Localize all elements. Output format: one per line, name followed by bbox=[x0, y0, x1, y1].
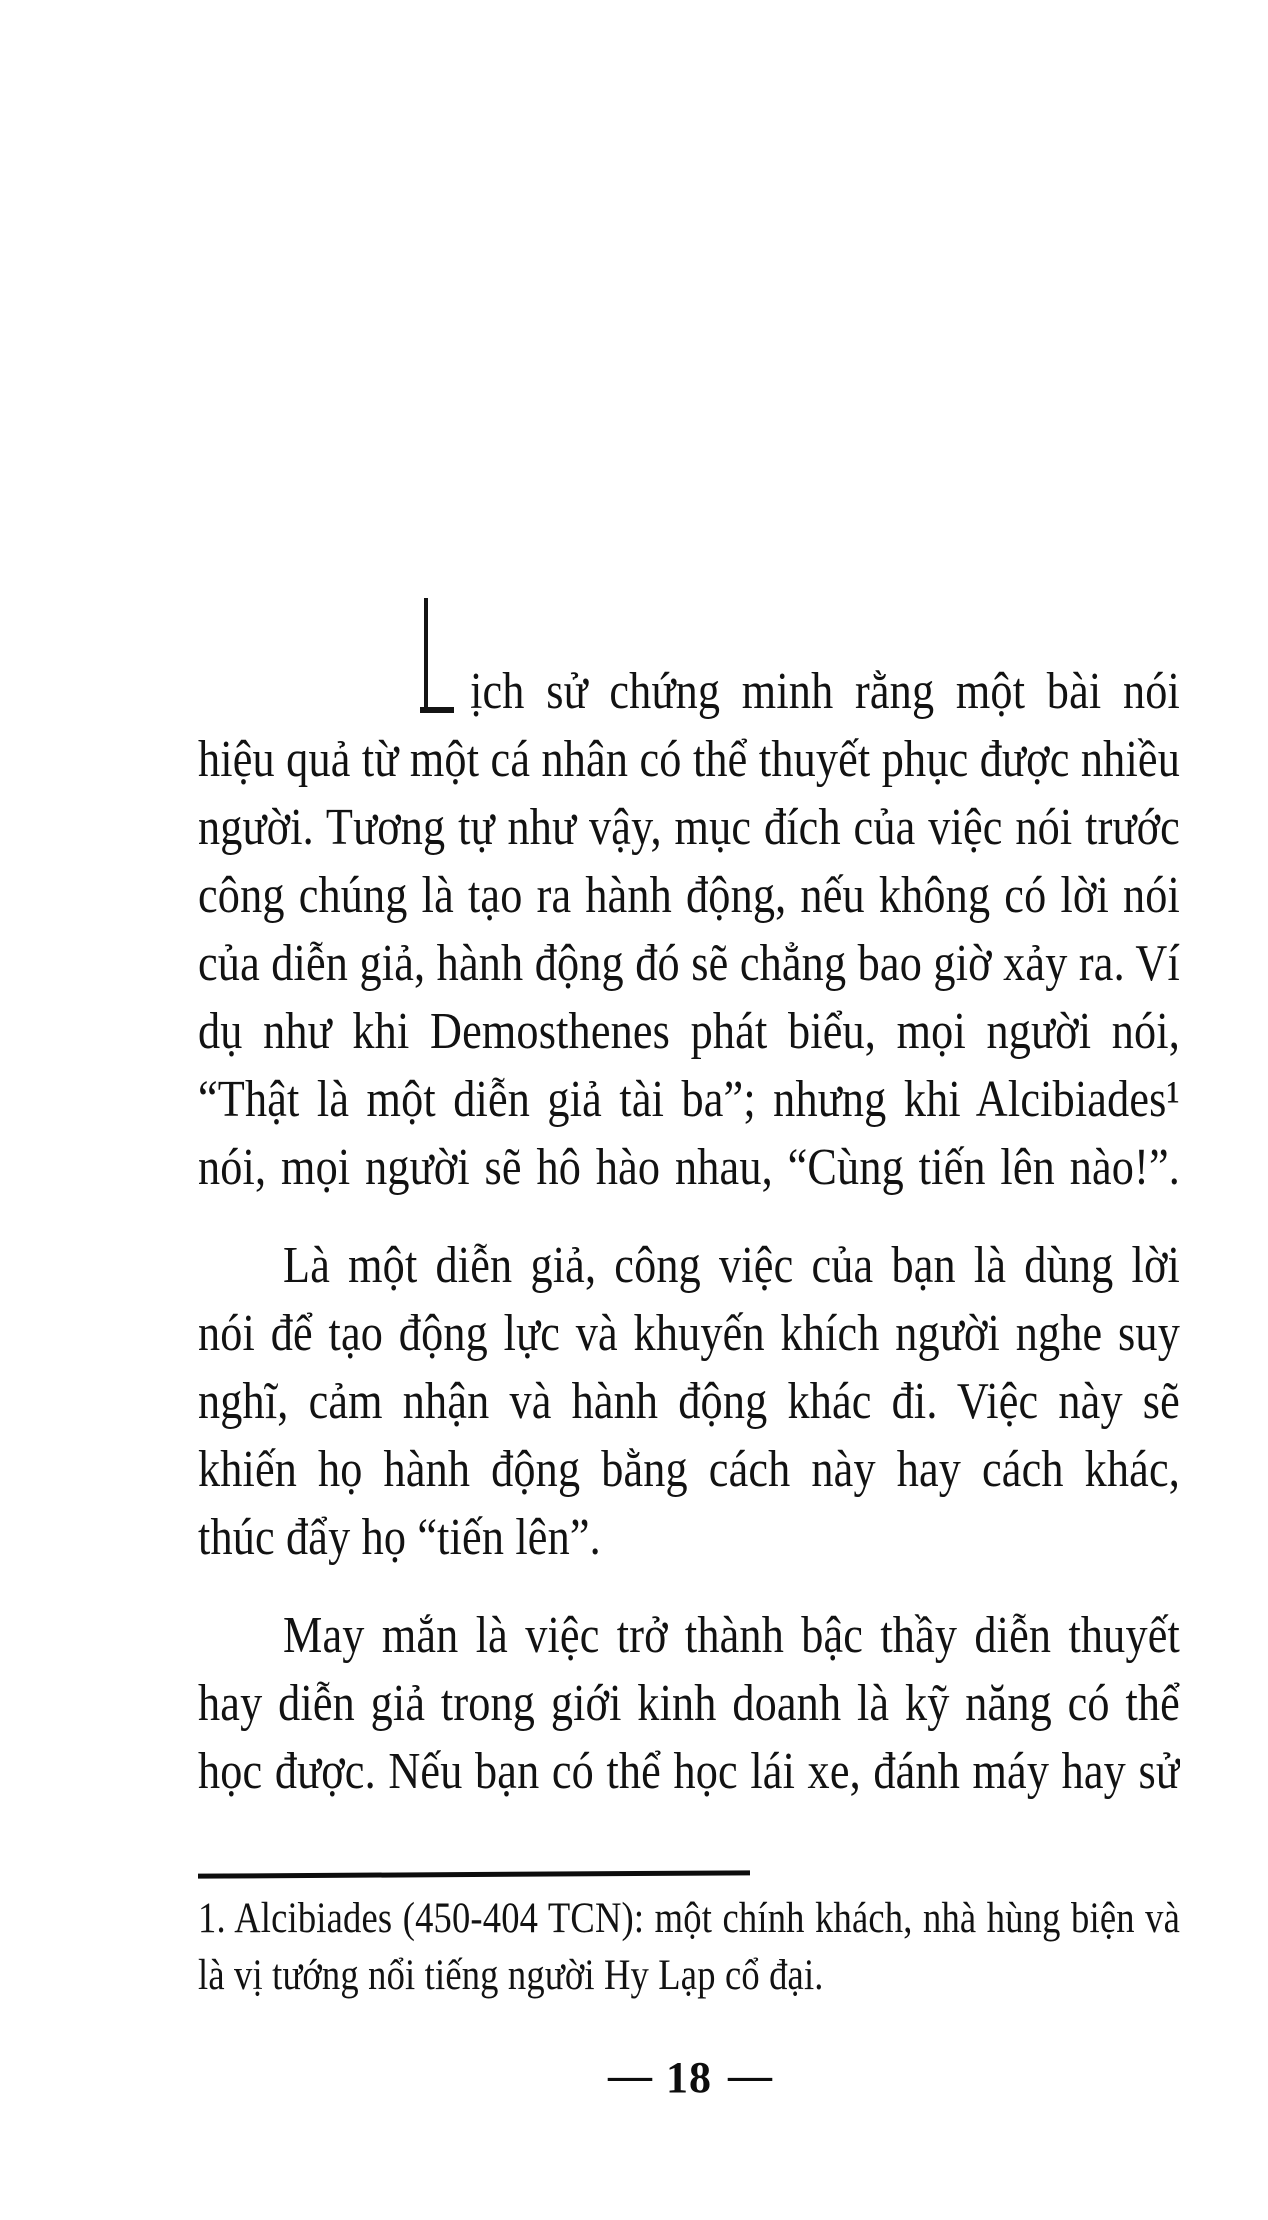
body-line: hay diễn giả trong giới kinh doanh là kỹ năng có thể bbox=[198, 1675, 1180, 1732]
body-line: nghĩ, cảm nhận và hành động khác đi. Việc này sẽ bbox=[198, 1373, 1180, 1430]
body-line: học được. Nếu bạn có thể học lái xe, đánh máy hay sử bbox=[198, 1743, 1180, 1800]
body-line: công chúng là tạo ra hành động, nếu không có lời nói bbox=[198, 867, 1180, 924]
footnote bbox=[198, 1890, 1180, 2004]
body-line: nói, mọi người sẽ hô hào nhau, “Cùng tiến lên nào!”. bbox=[198, 1139, 1180, 1196]
page-number-right-dash: — bbox=[728, 2051, 770, 2100]
body-text bbox=[198, 658, 1180, 1806]
body-line: dụ như khi Demosthenes phát biểu, mọi người nói, bbox=[198, 1003, 1180, 1060]
body-line: người. Tương tự như vậy, mục đích của việc nói trước bbox=[198, 799, 1180, 856]
body-line: Là một diễn giả, công việc của bạn là dùng lời bbox=[283, 1237, 1180, 1294]
drop-cap-text bbox=[420, 598, 421, 599]
footnote-separator-rule bbox=[198, 1870, 750, 1878]
body-line: “Thật là một diễn giả tài ba”; nhưng khi Alcibiades¹ bbox=[198, 1071, 1180, 1128]
body-line: của diễn giả, hành động đó sẽ chẳng bao giờ xảy ra. Ví bbox=[198, 935, 1180, 992]
body-line: nói để tạo động lực và khuyến khích người nghe suy bbox=[198, 1305, 1180, 1362]
paragraph-3 bbox=[198, 1602, 1180, 1806]
body-line: thúc đẩy họ “tiến lên”. bbox=[198, 1509, 601, 1566]
paragraph-1 bbox=[198, 658, 1180, 1202]
page-number-value: 18 bbox=[666, 2053, 712, 2102]
footnote-line: 1. Alcibiades (450-404 TCN): một chính khách, nhà hùng biện và bbox=[198, 1895, 1180, 1942]
body-line: hiệu quả từ một cá nhân có thể thuyết phục được nhiều bbox=[198, 731, 1180, 788]
body-line: khiến họ hành động bằng cách này hay cách khác, bbox=[198, 1441, 1180, 1498]
body-line: May mắn là việc trở thành bậc thầy diễn thuyết bbox=[283, 1607, 1180, 1664]
footnote-line: là vị tướng nổi tiếng người Hy Lạp cổ đại. bbox=[198, 1952, 824, 1999]
paragraph-2 bbox=[198, 1232, 1180, 1572]
page-number bbox=[198, 2052, 1180, 2103]
body-line: ịch sử chứng minh rằng một bài nói bbox=[470, 663, 1180, 720]
page-number-left-dash: — bbox=[608, 2051, 650, 2100]
